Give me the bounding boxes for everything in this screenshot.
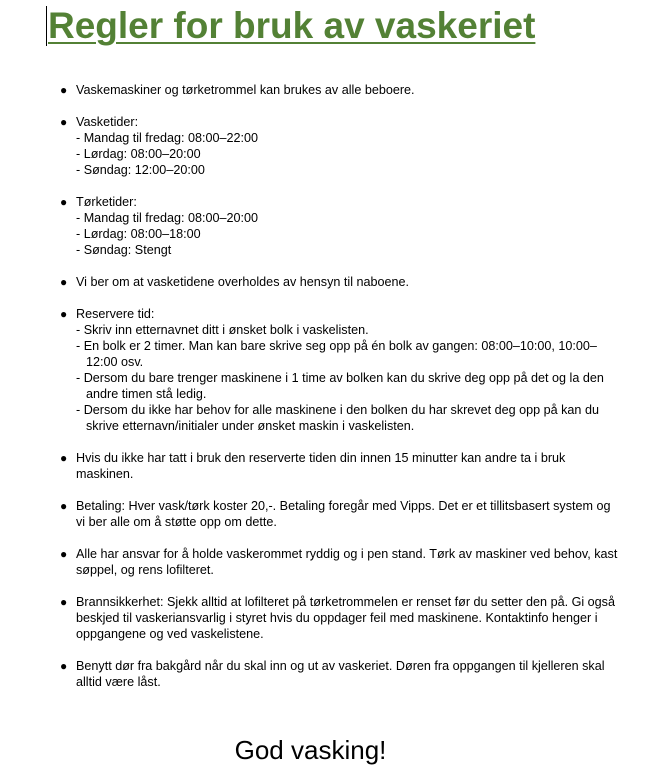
page-title: Regler for bruk av vaskeriet <box>48 5 536 46</box>
rule-text: Hvis du ikke har tatt i bruk den reserverte tiden din innen 15 minutter kan andre ta i bruk maskinen. <box>76 451 566 481</box>
bullet-icon: ● <box>60 83 68 97</box>
bullet-icon: ● <box>60 115 68 129</box>
bullet-icon: ● <box>60 659 68 673</box>
text-cursor <box>46 6 47 46</box>
rule-subitem: - Skriv inn etternavnet ditt i ønsket bolk i vaskelisten. <box>76 323 369 337</box>
rule-subitem: - Søndag: 12:00–20:00 <box>76 163 205 177</box>
rule-item <box>58 546 618 578</box>
rule-text: Reservere tid: <box>76 307 155 321</box>
bullet-icon: ● <box>60 499 68 513</box>
closing-text: God vasking! <box>234 735 387 765</box>
rule-text: Vasketider: <box>76 115 139 129</box>
rule-text: Benytt dør fra bakgård når du skal inn og ut av vaskeriet. Døren fra oppgangen til kjelleren skal alltid være låst. <box>76 659 605 689</box>
rule-item <box>58 498 618 530</box>
rule-subitem: - Mandag til fredag: 08:00–20:00 <box>76 211 259 225</box>
rule-item <box>58 594 618 642</box>
rule-subitem: - Dersom du ikke har behov for alle maskinene i den bolken du har skrevet deg opp på kan du skrive etternavn/initialer under ønsket maskin i vaskelisten. <box>76 403 599 433</box>
bullet-icon: ● <box>60 451 68 465</box>
rule-text: Alle har ansvar for å holde vaskerommet ryddig og i pen stand. Tørk av maskiner ved behov, kast søppel, og rens lofilteret. <box>76 547 618 577</box>
rule-item <box>58 274 618 290</box>
bullet-icon: ● <box>60 195 68 209</box>
rule-subitem: - Lørdag: 08:00–18:00 <box>76 227 201 241</box>
rule-text: Vaskemaskiner og tørketrommel kan brukes av alle beboere. <box>76 83 415 97</box>
rule-subitem: - Mandag til fredag: 08:00–22:00 <box>76 131 259 145</box>
rule-subitem: - Søndag: Stengt <box>76 243 172 257</box>
rule-subitem: - En bolk er 2 timer. Man kan bare skrive seg opp på én bolk av gangen: 08:00–10:00, 10:00–12:00 osv. <box>76 339 597 369</box>
rule-item <box>58 194 618 258</box>
rule-text: Betaling: Hver vask/tørk koster 20,-. Betaling foregår med Vipps. Det er et tillitsbasert system og vi ber alle om å støtte opp om dette. <box>76 499 611 529</box>
rule-item <box>58 114 618 178</box>
rule-item <box>58 658 618 690</box>
rule-text: Tørketider: <box>76 195 137 209</box>
rule-subitem: - Dersom du bare trenger maskinene i 1 time av bolken kan du skrive deg opp på det og la den andre timen stå ledig. <box>76 371 604 401</box>
rule-item <box>58 82 618 98</box>
rules-list <box>58 82 618 706</box>
bullet-icon: ● <box>60 275 68 289</box>
rule-text: Brannsikkerhet: Sjekk alltid at lofilteret på tørketrommelen er renset før du setter den på. Gi også beskjed til vaskeriansvarlig i styret hvis du oppdager feil med maskinene. Kontaktinfo henger i oppgangene og ved vaskelistene. <box>76 595 615 641</box>
bullet-icon: ● <box>60 547 68 561</box>
bullet-icon: ● <box>60 307 68 321</box>
rule-text: Vi ber om at vasketidene overholdes av hensyn til naboene. <box>76 275 410 289</box>
rule-item <box>58 306 618 434</box>
rule-subitem: - Lørdag: 08:00–20:00 <box>76 147 201 161</box>
bullet-icon: ● <box>60 595 68 609</box>
rule-item <box>58 450 618 482</box>
